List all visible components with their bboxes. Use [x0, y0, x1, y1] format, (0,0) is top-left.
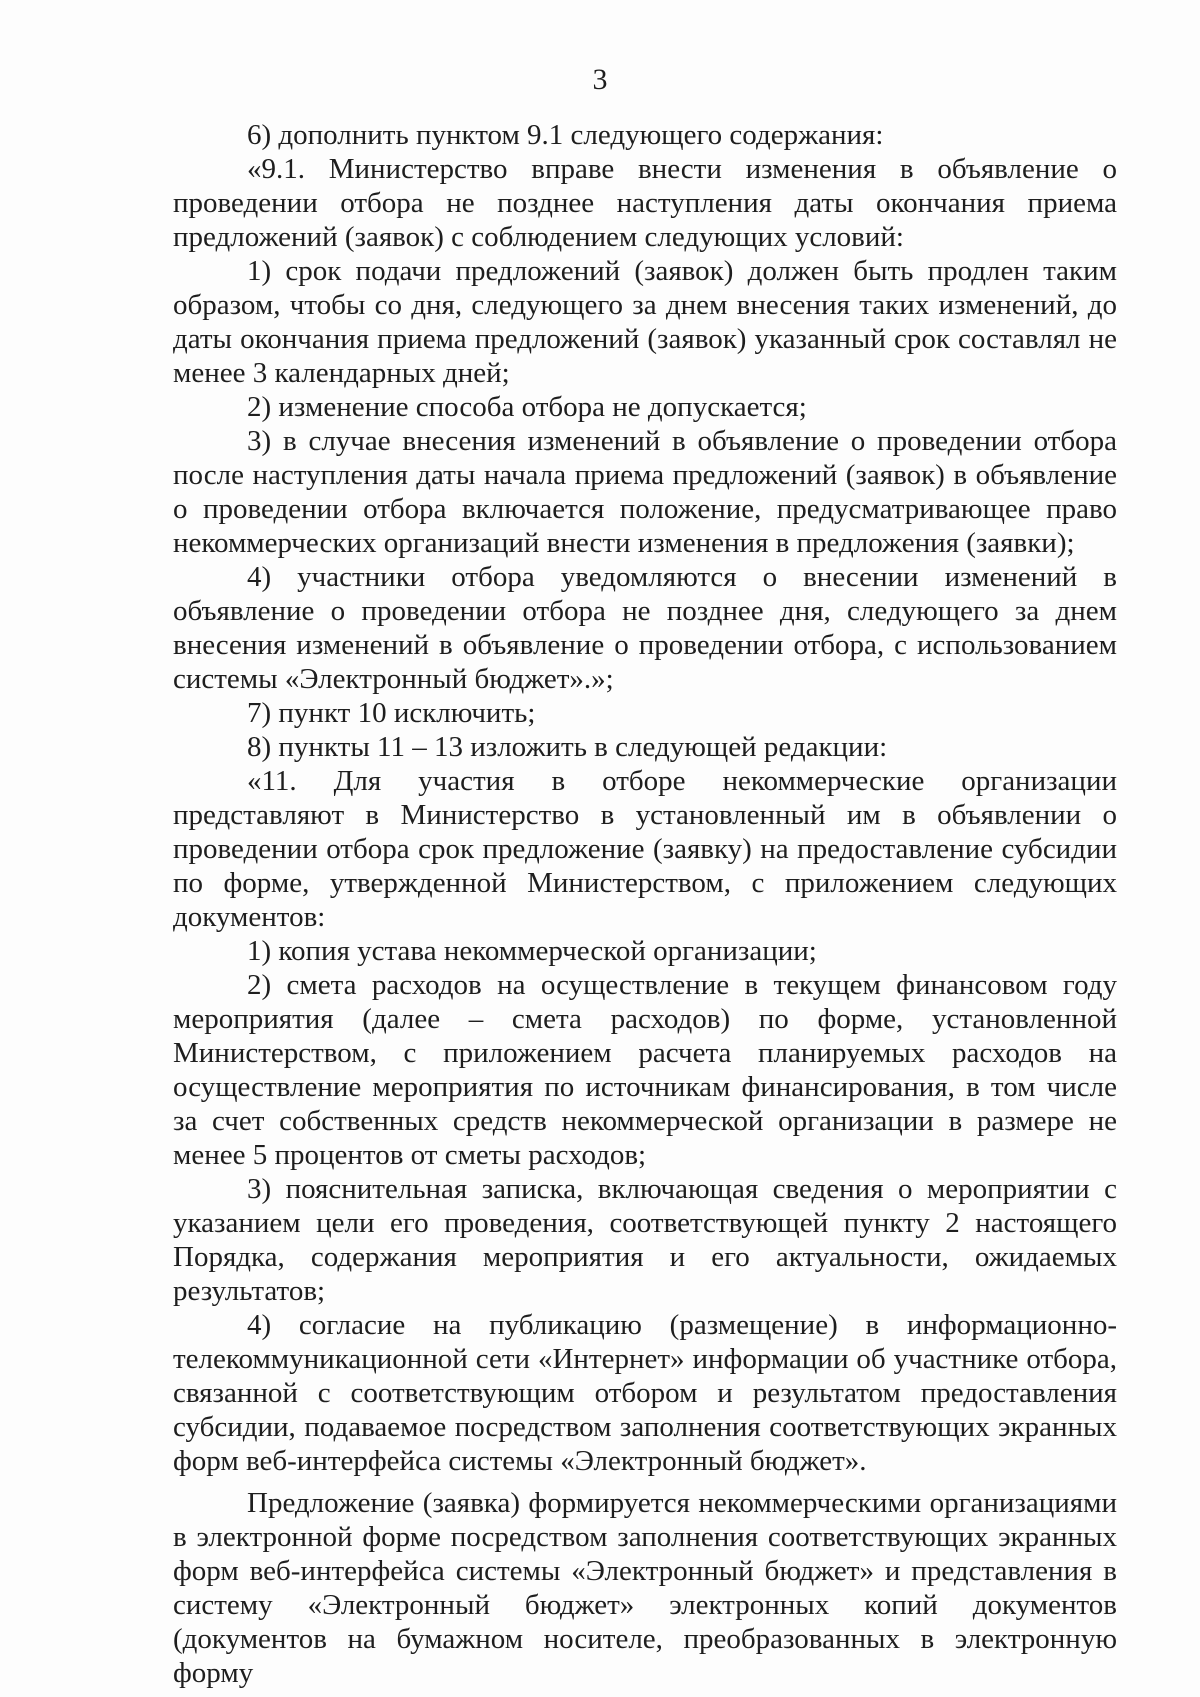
paragraph: 4) согласие на публикацию (размещение) в информационно-телекоммуникационной сети «Интернет» информации об участнике отбора, связанной с соответствующим отбором и результатом предоставления субсидии, подаваемое посредством заполнения соответствующих экранных форм веб-интерфейса системы «Электронный бюджет». — [173, 1309, 1117, 1477]
document-body — [173, 118, 1117, 1690]
paragraph: 7) пункт 10 исключить; — [247, 697, 536, 729]
paragraph: 3) в случае внесения изменений в объявление о проведении отбора после наступления даты начала приема предложений (заявок) в объявление о проведении отбора включается положение, предусматривающее право некоммерческих организаций внести изменения в предложения (заявки); — [173, 425, 1117, 559]
paragraph: 3) пояснительная записка, включающая сведения о мероприятии с указанием цели его проведения, соответствующей пункту 2 настоящего Порядка, содержания мероприятия и его актуальности, ожидаемых результатов; — [173, 1173, 1117, 1307]
paragraph: 6) дополнить пунктом 9.1 следующего содержания: — [247, 119, 884, 151]
paragraph: Предложение (заявка) формируется некоммерческими организациями в электронной форме посредством заполнения соответствующих экранных форм веб-интерфейса системы «Электронный бюджет» и представления в систему «Электронный бюджет» электронных копий документов (документов на бумажном носителе, преобразованных в электронную форму — [173, 1487, 1117, 1689]
paragraph: 1) срок подачи предложений (заявок) должен быть продлен таким образом, чтобы со дня, следующего за днем внесения таких изменений, до даты окончания приема предложений (заявок) указанный срок составлял не менее 3 календарных дней; — [173, 255, 1117, 389]
paragraph: 8) пункты 11 – 13 изложить в следующей редакции: — [247, 731, 888, 763]
paragraph: «9.1. Министерство вправе внести изменения в объявление о проведении отбора не позднее наступления даты окончания приема предложений (заявок) с соблюдением следующих условий: — [173, 153, 1117, 253]
paragraph: 2) смета расходов на осуществление в текущем финансовом году мероприятия (далее – смета расходов) по форме, установленной Министерством, с приложением расчета планируемых расходов на осуществление мероприятия по источникам финансирования, в том числе за счет собственных средств некоммерческой организации в размере не менее 5 процентов от сметы расходов; — [173, 969, 1117, 1171]
paragraph: «11. Для участия в отборе некоммерческие организации представляют в Министерство в установленный им в объявлении о проведении отбора срок предложение (заявку) на предоставление субсидии по форме, утвержденной Министерством, с приложением следующих документов: — [173, 765, 1117, 933]
paragraph: 2) изменение способа отбора не допускается; — [247, 391, 807, 423]
paragraph: 4) участники отбора уведомляются о внесении изменений в объявление о проведении отбора не позднее дня, следующего за днем внесения изменений в объявление о проведении отбора, с использованием системы «Электронный бюджет».»; — [173, 561, 1117, 695]
page-number: 3 — [592, 63, 608, 96]
paragraph: 1) копия устава некоммерческой организации; — [247, 935, 817, 967]
